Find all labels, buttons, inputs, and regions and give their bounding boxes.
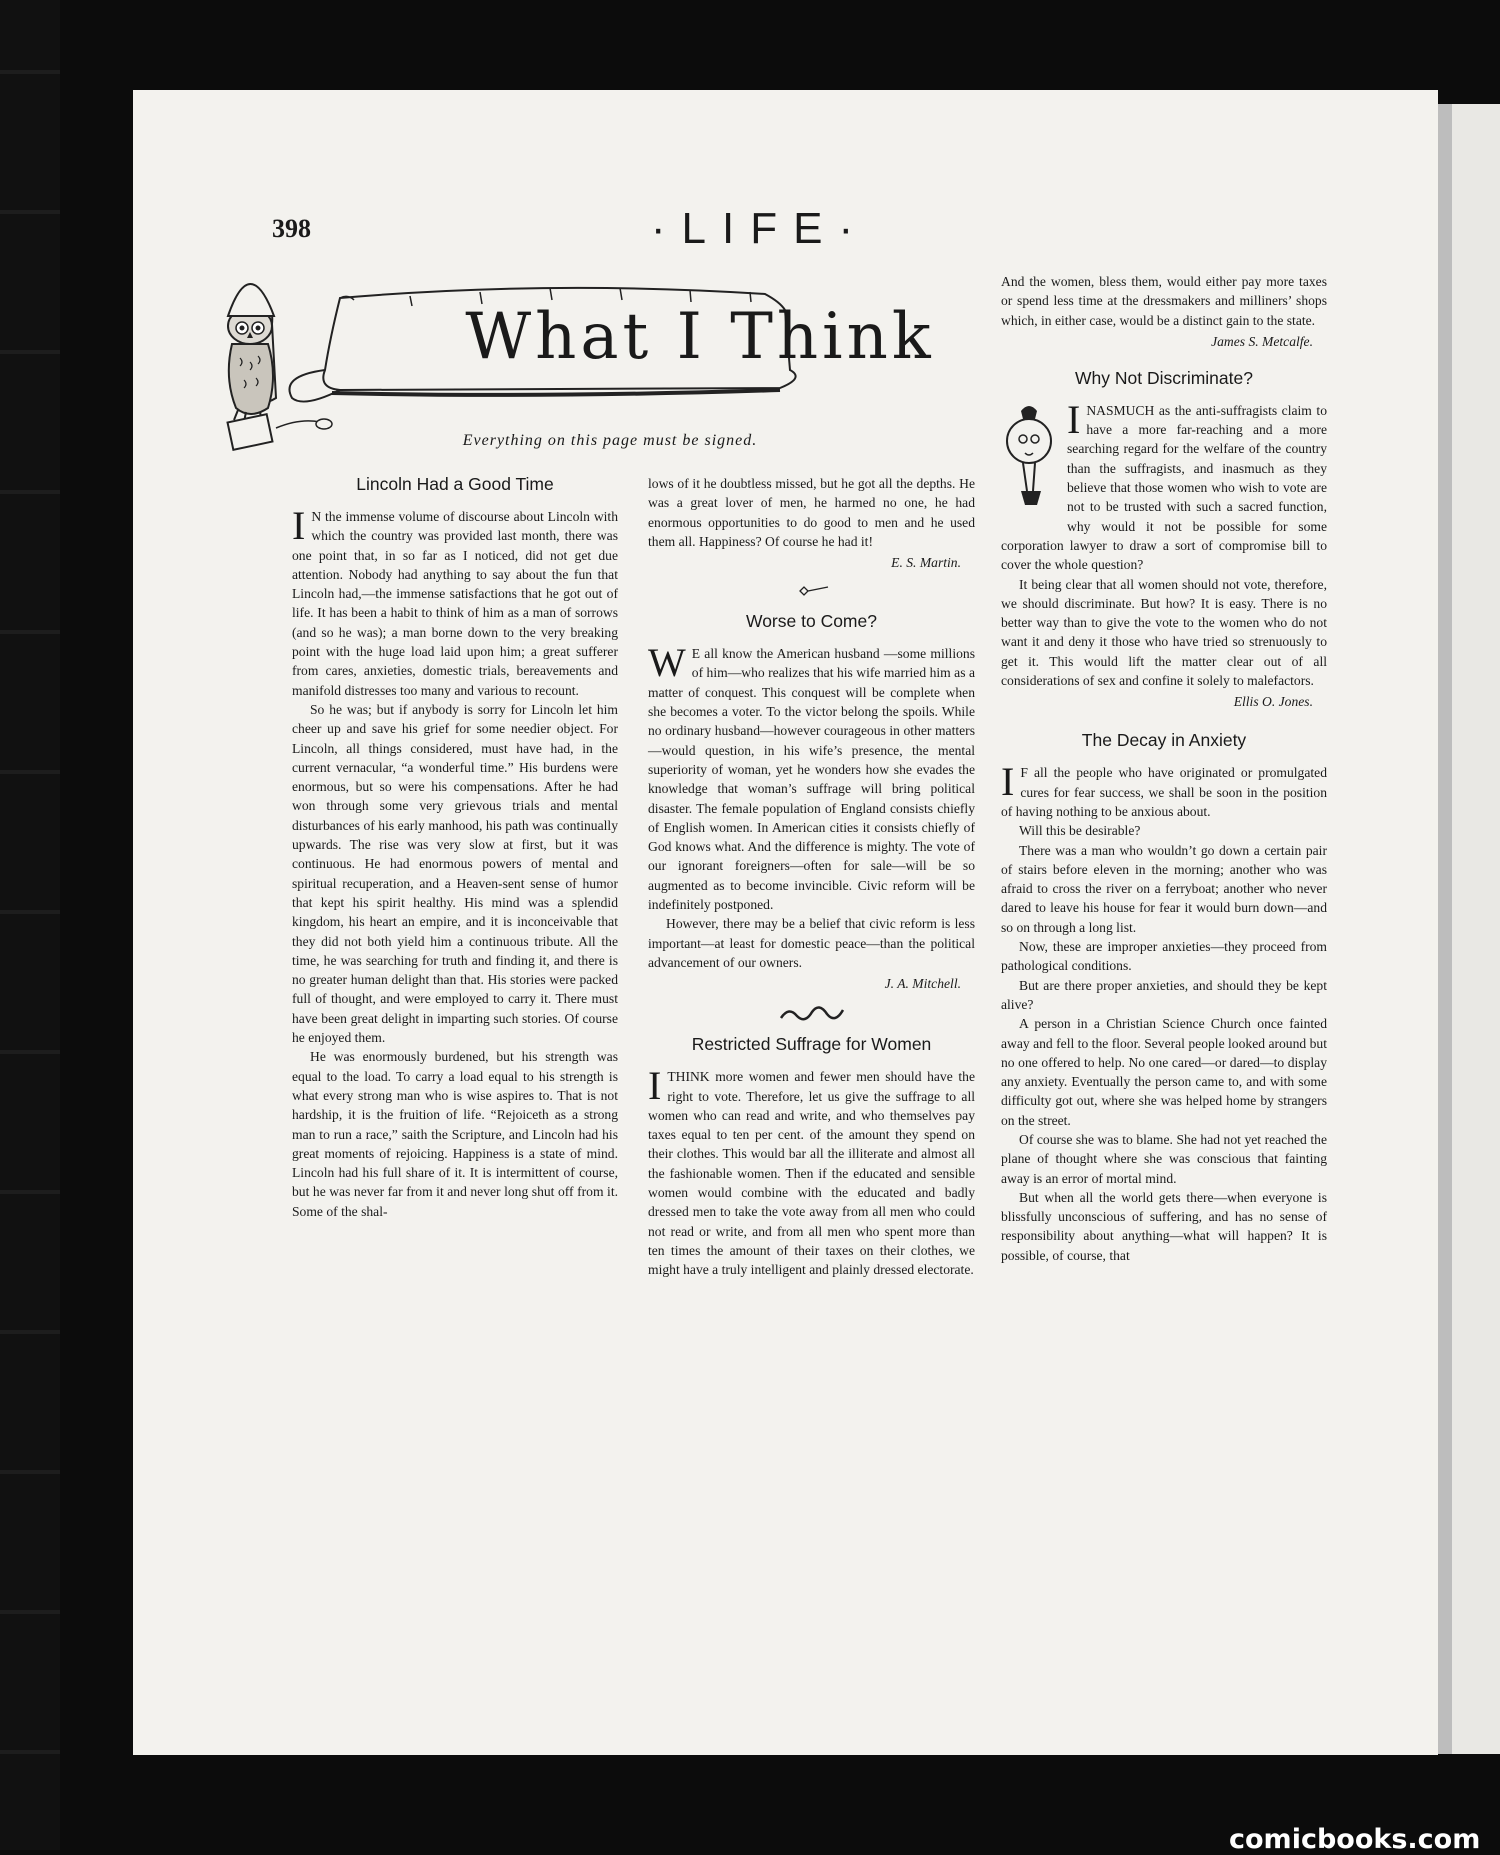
column-2 [648, 474, 975, 1280]
headline-why-not-discriminate: Why Not Discriminate? [1075, 367, 1253, 388]
paragraph: Now, these are improper anxieties—they proceed from pathological conditions. [1001, 939, 1327, 974]
column-3 [1001, 272, 1327, 1265]
signature: James S. Metcalfe. [1211, 333, 1313, 349]
drop-cap: W [648, 640, 686, 686]
banner-title: What I Think [465, 300, 935, 374]
paragraph: It being clear that all women should not vote, therefore, we should discriminate. But how? It is easy. There is no better way than to give the vote to the women who do not want it and deny it those who have tried so strenuously to get it. This would lift the matter clear out of all considerations of sex and confine it solely to malefactors. [1001, 576, 1327, 689]
film-border [0, 0, 60, 1850]
paragraph: But are there proper anxieties, and should they be kept alive? [1001, 977, 1327, 1012]
paragraph: INASMUCH as the anti-suffragists claim to have a more far-reaching and a more searching regard for the welfare of the country than the suffragists, and inasmuch as they believe that those women who wish to vote are not to be trusted with such a sacred function, why would it not be possible for some corporation lawyer to draw a sort of compromise bill to cover the whole question? [1001, 396, 1327, 573]
globe-figure-icon [1001, 401, 1061, 519]
paragraph: He was enormously burdened, but his strength was equal to the load. To carry a load equal to his strength is what every strong man who is wise aspires to. That is not hardship, it is the fruition of life. “Rejoiceth as a strong man to run a race,” saith the Scripture, and Lincoln had his great moments of rejoicing. Happiness is a state of mind. Lincoln had his full share of it. It is intermittent of course, but he was never far from it and never long shut off from it. Some of the shal- [292, 1049, 618, 1219]
paragraph: There was a man who wouldn’t go down a certain pair of stairs before eleven in the morning; another who was afraid to cross the river on a ferryboat; another who never dared to leave his house for fear it would burn down—and so on through a long list. [1001, 842, 1327, 935]
star-ornament-icon [792, 581, 832, 601]
scroll-ornament-icon [777, 1002, 847, 1024]
paragraph: And the women, bless them, would either pay more taxes or spend less time at the dressmakers and milliners’ shops which, in either case, would be a distinct gain to the state. [1001, 274, 1327, 328]
paragraph: However, there may be a belief that civic reform is less important—at least for domestic peace—than the political advancement of our owners. [648, 916, 975, 970]
paragraph: I F all the people who have originated or promulgated cures for fear success, we shall be soon in the position of having nothing to be anxious about. [1001, 759, 1327, 819]
drop-cap: I [1067, 396, 1081, 442]
signature: Ellis O. Jones. [1233, 694, 1313, 710]
paragraph: lows of it he doubtless missed, but he got all the depths. He was a great lover of men, he harmed no one, he had enormous opportunities to do good to men and he used them all. Happiness? Of course he had it! [648, 476, 975, 549]
headline-restricted-suffrage: Restricted Suffrage for Women [691, 1034, 932, 1055]
subtitle: Everything on this page must be signed. [462, 432, 758, 449]
paragraph: A person in a Christian Science Church once fainted away and fell to the floor. Several people looked around but no one offered to help. No one cared—or dared—to display any anxiety. Eventually the person came to, and with some difficulty got out, where she was helped home by strangers on the street. [1001, 1016, 1327, 1128]
masthead: ·LIFE· [650, 204, 870, 253]
headline-worse-to-come: Worse to Come? [746, 611, 877, 632]
site-watermark: comicbooks.com [1229, 1824, 1481, 1855]
drop-cap: I [292, 503, 306, 548]
drop-cap: I [648, 1063, 662, 1109]
headline-decay-in-anxiety: The Decay in Anxiety [1081, 730, 1247, 751]
drop-cap: I [1001, 759, 1015, 805]
paragraph: Will this be desirable? [1019, 823, 1141, 839]
title-banner [220, 258, 980, 458]
paragraph: I N the immense volume of discourse about Lincoln with which the country was provided last month, there was one point that, in so far as I noticed, did not get due attention. Nobody had anything to say about the fun that Lincoln had,—the immense satisfactions that he got out of life. It has been a habit to think of him as a man of sorrows (and so he was); a man borne down to the very breaking point with the huge load laid upon him; a great sufferer from cares, anxieties, domestic trials, bereavements and manifold distresses too many and various to recount. [292, 503, 618, 698]
headline-lincoln: Lincoln Had a Good Time [356, 474, 554, 494]
paragraph: Of course she was to blame. She had not yet reached the plane of thought where she was conscious that fainting away is an error of mortal mind. [1001, 1131, 1327, 1186]
page-number: 398 [272, 214, 311, 243]
page-edge [1438, 104, 1452, 1754]
paragraph: ITHINK more women and fewer men should have the right to vote. Therefore, let us give the suffrage to all women who can read and write, and who themselves pay taxes equal to ten per cent. of the amount they spend on their clothes. This would bar all the illiterate and almost all the fashionable women. Then if the educated and sensible women would combine with the educated and badly dressed men to take the vote away from all men who could not read or write, and from all men who spent more than ten times the amount of their taxes on their clothes, we might have a truly intelligent and plainly dressed electorate. [648, 1063, 975, 1278]
adjacent-page [1452, 104, 1500, 1754]
signature: J. A. Mitchell. [884, 976, 961, 992]
paragraph: But when all the world gets there—when everyone is blissfully unconscious of suffering, and has no sense of responsibility about anything—what will happen? It is possible, of course, that [1001, 1189, 1327, 1263]
paragraph: So he was; but if anybody is sorry for Lincoln let him cheer up and save his grief for some needier object. For Lincoln, all things considered, must have had, in the current vernacular, “a wonderful time.” His burdens were enormous, but so were his compensations. After he had won through some very grievous trials and mental disturbances of his early manhood, his path was continually upwards. The rise was very slow at first, but it was continuous. He had enormous powers of mental and spiritual recuperation, and a Heaven-sent sense of humor that kept his spirit healthy. His mind was a splendid kingdom, his heart an empire, and it is inconceivable that they did not both yield him a continuous tribute. All the time, he was searching for truth and finding it, and there is no greater human delight than that. His stories were packed full of thought, and were employed to carry it. There must have been great delight in imparting such stories. Of course he enjoyed them. [292, 701, 618, 1046]
column-1 [292, 474, 618, 1221]
paragraph: W E all know the American husband —some millions of him—who realizes that his wife married him as a matter of conquest. This conquest will be complete when she becomes a voter. To the victor belong the spoils. While no ordinary husband—however courageous in other matters—would question, in his wife’s presence, the mental superiority of woman, yet he wonders how she evades the knowledge that woman’s suffrage will bring political disaster. The female population of England consists chiefly of English women. In American cities it consists chiefly of God knows what. And the difference is mighty. The vote of our ignorant foreigners—often for sale—will be so augmented as to become invincible. Civic reform will be indefinitely postponed. [648, 640, 975, 913]
signature: E. S. Martin. [891, 555, 961, 571]
